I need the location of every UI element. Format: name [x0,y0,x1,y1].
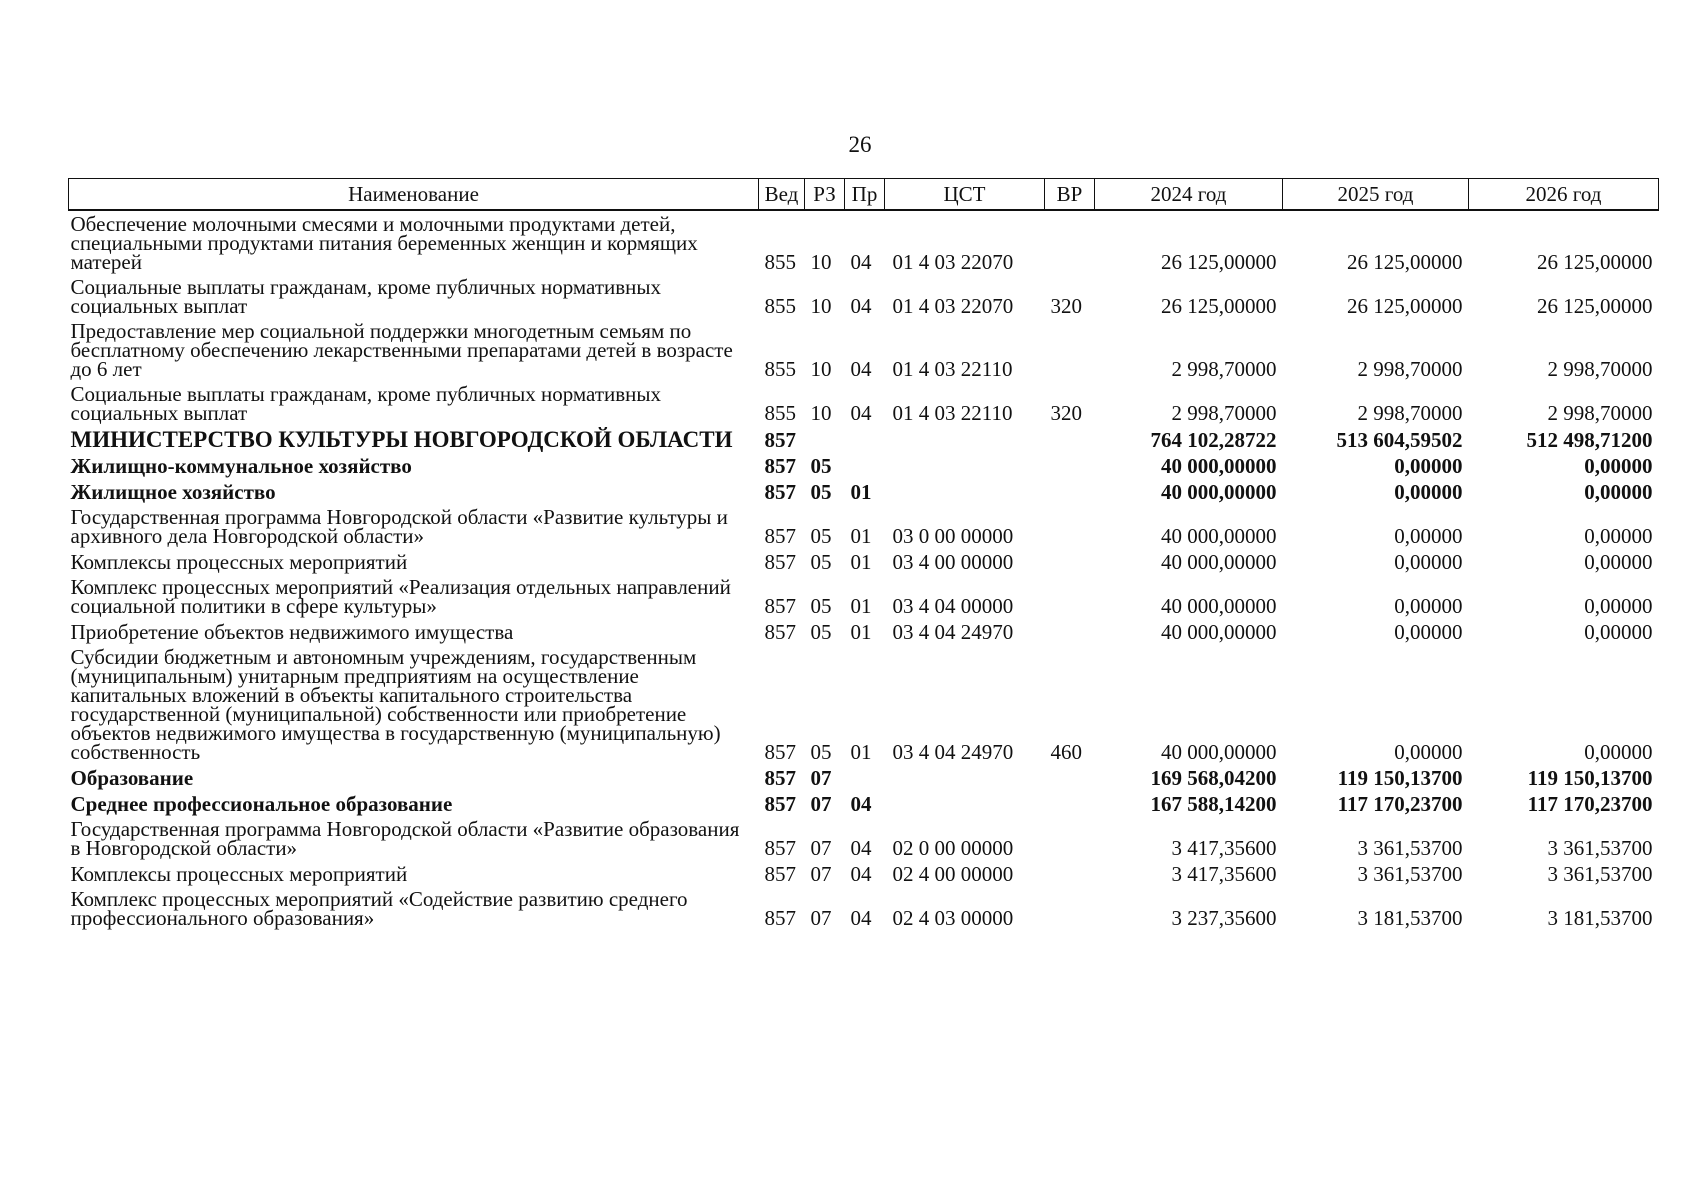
row-pr: 04 [850,357,872,381]
table-row [69,210,1659,274]
row-cst [885,478,1045,504]
table-row [69,644,1659,764]
row-2026: 0,00000 [1584,454,1653,478]
table-row [69,381,1659,425]
row-vr [1045,504,1095,548]
header-name: Наименование [69,179,759,211]
row-pr [845,425,885,452]
row-cst [885,425,1045,452]
row-cst: 02 4 03 00000 [892,906,1014,930]
row-pr: 04 [850,792,872,816]
row-name: Обеспечение молочными смесями и молочными продуктами детей, специальными продуктами питания беременных женщин и кормящих матерей [70,212,698,274]
header-vr: ВР [1045,179,1095,211]
row-ved: 857 [764,454,796,478]
row-pr: 04 [850,906,872,930]
table-row-ministry [69,425,1659,452]
table-row-section [69,452,1659,478]
row-rz: 07 [810,766,832,790]
row-2026: 2 998,70000 [1547,401,1653,425]
row-2026: 0,00000 [1584,740,1653,764]
table-row [69,816,1659,860]
row-name: Субсидии бюджетным и автономным учреждениям, государственным (муниципальным) унитарным предприятиям на осуществление капитальных вложений в объекты капитального строительства государственной (муниципальной) собственности или приобретение объектов недвижимого имущества в государственную (муниципальную) собственность [70,645,721,764]
row-name: Комплекс процессных мероприятий «Содействие развитию среднего профессионального образования» [70,887,688,930]
row-name: Социальные выплаты гражданам, кроме публичных нормативных социальных выплат [70,275,662,318]
row-cst: 03 0 00 00000 [892,524,1014,548]
row-pr [845,452,885,478]
row-vr [1045,478,1095,504]
table-header [69,179,1659,211]
row-rz: 10 [810,250,832,274]
table-row [69,886,1659,930]
row-2026: 2 998,70000 [1547,357,1653,381]
row-rz: 05 [810,740,832,764]
row-pr: 04 [850,294,872,318]
row-pr: 04 [850,250,872,274]
row-vr [1045,210,1095,274]
row-pr: 01 [850,620,872,644]
row-2026: 0,00000 [1584,480,1653,504]
row-vr [1045,425,1095,452]
row-2026: 3 181,53700 [1547,906,1653,930]
table-row-section [69,764,1659,790]
row-2025: 513 604,59502 [1336,428,1463,452]
header-cst: ЦСТ [885,179,1045,211]
row-name: Государственная программа Новгородской области «Развитие образования в Новгородской области» [70,817,740,860]
table-row [69,860,1659,886]
row-ved: 857 [764,906,796,930]
row-ved: 857 [764,766,796,790]
row-rz: 07 [810,862,832,886]
row-cst [885,764,1045,790]
row-rz: 05 [810,524,832,548]
row-2026: 3 361,53700 [1547,862,1653,886]
row-vr [1045,618,1095,644]
row-vr: 320 [1050,401,1082,425]
row-pr: 01 [850,524,872,548]
row-2025: 26 125,00000 [1347,294,1463,318]
row-2024: 40 000,00000 [1161,524,1277,548]
table-row [69,618,1659,644]
row-vr [1045,452,1095,478]
row-2026: 512 498,71200 [1526,428,1653,452]
row-2024: 40 000,00000 [1161,594,1277,618]
row-vr: 320 [1050,294,1082,318]
row-name: Жилищно-коммунальное хозяйство [70,454,412,478]
row-2024: 26 125,00000 [1161,294,1277,318]
row-2025: 0,00000 [1394,550,1463,574]
row-cst: 01 4 03 22070 [892,250,1014,274]
row-name: Комплексы процессных мероприятий [70,550,408,574]
row-name: Комплекс процессных мероприятий «Реализация отдельных направлений социальной политики в сфере культуры» [70,575,731,618]
row-rz: 05 [810,454,832,478]
header-rz: РЗ [805,179,845,211]
row-2025: 26 125,00000 [1347,250,1463,274]
row-name: Комплексы процессных мероприятий [70,862,408,886]
row-pr: 04 [850,862,872,886]
row-2025: 0,00000 [1394,480,1463,504]
row-2024: 2 998,70000 [1171,401,1277,425]
row-cst: 01 4 03 22110 [892,401,1013,425]
row-rz: 10 [810,294,832,318]
row-vr [1045,816,1095,860]
row-ved: 857 [764,594,796,618]
row-2026: 0,00000 [1584,524,1653,548]
row-ved: 857 [764,792,796,816]
row-name: Жилищное хозяйство [70,480,276,504]
row-2024: 3 417,35600 [1171,836,1277,860]
row-2024: 40 000,00000 [1161,620,1277,644]
row-2024: 3 417,35600 [1171,862,1277,886]
row-2025: 0,00000 [1394,620,1463,644]
row-ved: 857 [764,428,796,452]
row-rz: 05 [810,480,832,504]
row-ved: 855 [764,401,796,425]
row-2024: 40 000,00000 [1161,740,1277,764]
row-2026: 26 125,00000 [1537,250,1653,274]
row-vr: 460 [1050,740,1082,764]
row-pr: 01 [850,594,872,618]
table-row [69,318,1659,381]
row-vr [1045,764,1095,790]
budget-table [68,178,1659,930]
row-2026: 26 125,00000 [1537,294,1653,318]
row-cst: 01 4 03 22110 [892,357,1013,381]
row-ved: 857 [764,550,796,574]
header-2025: 2025 год [1283,179,1469,211]
row-cst: 02 0 00 00000 [892,836,1014,860]
row-name: Образование [70,766,194,790]
row-ved: 857 [764,836,796,860]
row-vr [1045,860,1095,886]
row-2024: 40 000,00000 [1161,454,1277,478]
row-rz: 05 [810,550,832,574]
row-name: Государственная программа Новгородской области «Развитие культуры и архивного дела Новгородской области» [70,505,728,548]
row-pr [845,764,885,790]
row-2026: 0,00000 [1584,550,1653,574]
row-rz: 10 [810,401,832,425]
row-ved: 857 [764,524,796,548]
row-cst: 03 4 04 00000 [892,594,1014,618]
row-2024: 167 588,14200 [1150,792,1277,816]
row-vr [1045,318,1095,381]
row-rz [805,425,845,452]
row-2024: 3 237,35600 [1171,906,1277,930]
header-pr: Пр [845,179,885,211]
row-2025: 0,00000 [1394,454,1463,478]
row-rz: 07 [810,792,832,816]
row-cst [885,452,1045,478]
row-2024: 40 000,00000 [1161,550,1277,574]
row-2024: 40 000,00000 [1161,480,1277,504]
row-cst: 01 4 03 22070 [892,294,1014,318]
row-2025: 3 361,53700 [1357,862,1463,886]
row-rz: 10 [810,357,832,381]
row-cst: 03 4 00 00000 [892,550,1014,574]
row-2025: 3 361,53700 [1357,836,1463,860]
header-2026: 2026 год [1469,179,1659,211]
row-2025: 2 998,70000 [1357,401,1463,425]
row-ved: 855 [764,294,796,318]
header-row [69,179,1659,211]
row-2025: 2 998,70000 [1357,357,1463,381]
row-pr: 04 [850,836,872,860]
row-ved: 857 [764,620,796,644]
row-rz: 05 [810,620,832,644]
row-cst: 03 4 04 24970 [892,620,1014,644]
row-rz: 07 [810,906,832,930]
row-vr [1045,886,1095,930]
row-vr [1045,574,1095,618]
row-rz: 05 [810,594,832,618]
row-name: Социальные выплаты гражданам, кроме публичных нормативных социальных выплат [70,382,662,425]
row-vr [1045,790,1095,816]
row-ved: 857 [764,862,796,886]
header-2024: 2024 год [1095,179,1283,211]
row-name: Среднее профессиональное образование [70,792,453,816]
row-pr: 01 [850,740,872,764]
table-row-subsection [69,790,1659,816]
row-2025: 117 170,23700 [1337,792,1463,816]
row-ved: 855 [764,250,796,274]
row-2024: 169 568,04200 [1150,766,1277,790]
row-2026: 3 361,53700 [1547,836,1653,860]
row-pr: 01 [850,550,872,574]
row-2026: 119 150,13700 [1527,766,1653,790]
row-2025: 0,00000 [1394,740,1463,764]
row-pr: 04 [850,401,872,425]
row-vr [1045,548,1095,574]
row-name: МИНИСТЕРСТВО КУЛЬТУРЫ НОВГОРОДСКОЙ ОБЛАСТИ [70,427,733,452]
row-2026: 0,00000 [1584,620,1653,644]
page-number: 26 [848,132,872,157]
row-name: Предоставление мер социальной поддержки многодетным семьям по бесплатному обеспечению лекарственными препаратами детей в возрасте до 6 лет [70,319,733,381]
row-pr: 01 [850,480,872,504]
table-row [69,274,1659,318]
row-2024: 764 102,28722 [1150,428,1277,452]
row-2026: 117 170,23700 [1527,792,1653,816]
row-cst [885,790,1045,816]
row-cst: 03 4 04 24970 [892,740,1014,764]
row-cst: 02 4 00 00000 [892,862,1014,886]
row-ved: 855 [764,357,796,381]
header-ved: Вед [759,179,805,211]
row-ved: 857 [764,480,796,504]
budget-table-container [68,178,1658,930]
row-2025: 119 150,13700 [1337,766,1463,790]
table-body [69,210,1659,930]
row-2025: 0,00000 [1394,594,1463,618]
table-row-subsection [69,478,1659,504]
row-2024: 2 998,70000 [1171,357,1277,381]
row-2025: 0,00000 [1394,524,1463,548]
table-row [69,548,1659,574]
row-2025: 3 181,53700 [1357,906,1463,930]
row-name: Приобретение объектов недвижимого имущества [70,620,514,644]
row-ved: 857 [764,740,796,764]
row-2024: 26 125,00000 [1161,250,1277,274]
row-2026: 0,00000 [1584,594,1653,618]
row-rz: 07 [810,836,832,860]
table-row [69,504,1659,548]
table-row [69,574,1659,618]
